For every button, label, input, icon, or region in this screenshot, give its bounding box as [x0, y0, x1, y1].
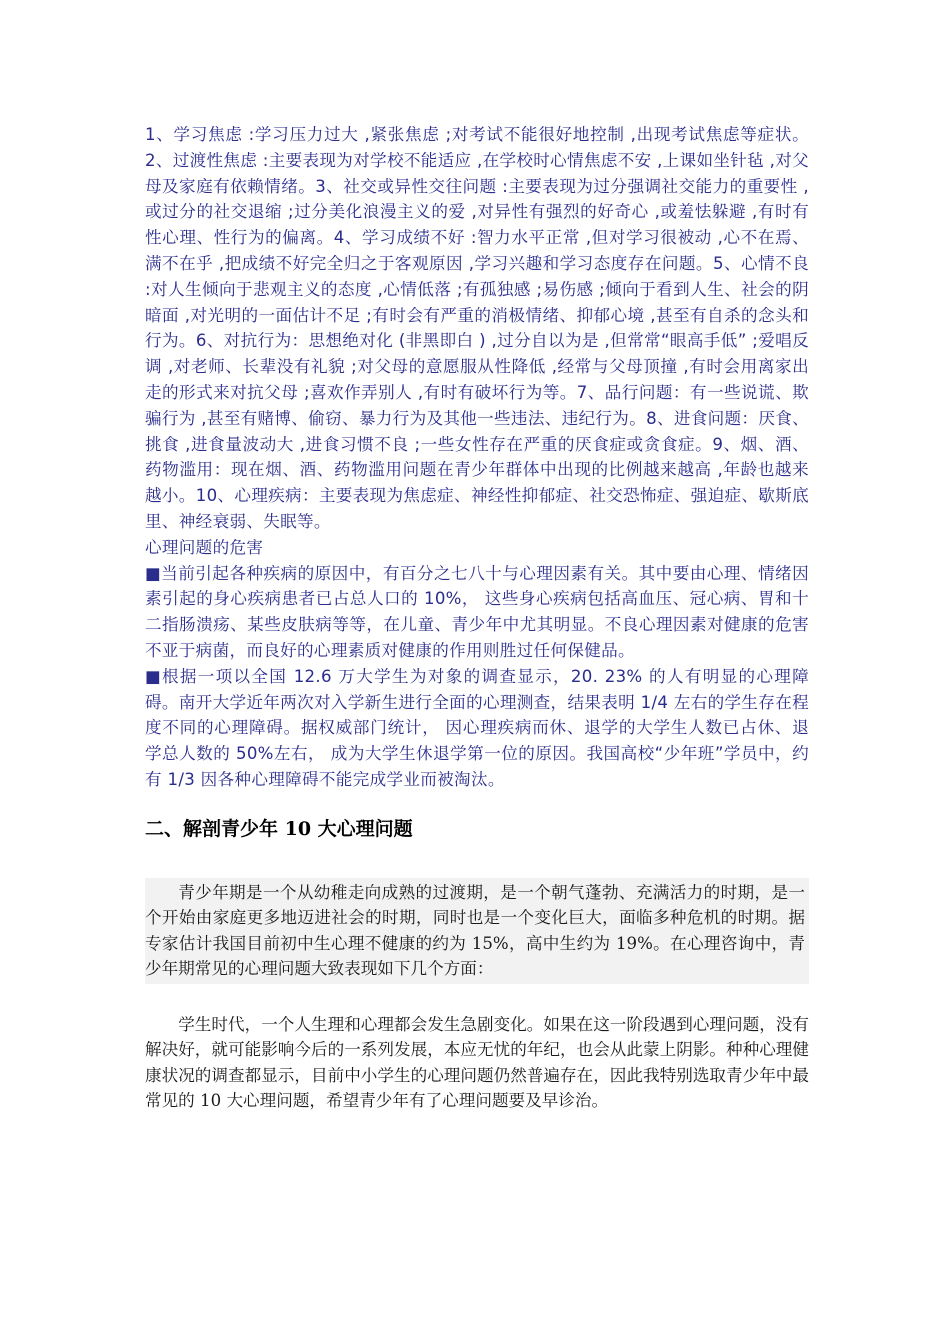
final-paragraph: 学生时代，一个人生理和心理都会发生急剧变化。如果在这一阶段遇到心理问题，没有解决好，就可能影响今后的一系列发展，本应无忧的年纪，也会从此蒙上阴影。种种心理健康状况的调查都显示，目前中小学生的心理问题仍然普遍存在，因此我特别选取青少年中最常见的 10 大心理问题，希望青少年有了心理问题要及早诊治。 — [145, 1014, 809, 1111]
bullet-item-1-text: 当前引起各种疾病的原因中，有百分之七八十与心理因素有关。其中要由心理、情绪因素引起的身心疾病患者已占总人口的 10%， 这些身心疾病包括高血压、冠心病、胃和十二指肠溃疡、某些皮肤病等等，在儿童、青少年中尤其明显。不良心理因素对健康的危害不亚于病菌，而良好的心理素质对健康的作用则胜过任何保健品。 — [145, 563, 809, 660]
shaded-paragraph-box — [145, 878, 809, 984]
bullet-item-2 — [145, 664, 809, 793]
bullet-item-1 — [145, 561, 809, 664]
shaded-paragraph: 青少年期是一个从幼稚走向成熟的过渡期，是一个朝气蓬勃、充满活力的时期，是一个开始由家庭更多地迈进社会的时期，同时也是一个变化巨大，面临多种危机的时期。据专家估计我国目前初中生心理不健康的约为 15%，高中生约为 19%。在心理咨询中，青少年期常见的心理问题大致表现如下几个方面： — [145, 882, 805, 979]
intro-paragraph: 1、学习焦虑 :学习压力过大 ,紧张焦虑 ;对考试不能很好地控制 ,出现考试焦虑等症状。2、过渡性焦虑 :主要表现为对学校不能适应 ,在学校时心情焦虑不安 ,上课如坐针毡 ,对父母及家庭有依赖情绪。3、社交或异性交往问题 :主要表现为过分强调社交能力的重要性 ,或过分的社交退缩 ;过分美化浪漫主义的爱 ,对异性有强烈的好奇心 ,或羞怯躲避 ,有时有性心理、性行为的偏离。4、学习成绩不好 :智力水平正常 ,但对学习很被动 ,心不在焉、满不在乎 ,把成绩不好完全归之于客观原因 ,学习兴趣和学习态度存在问题。5、心情不良 :对人生倾向于悲观主义的态度 ,心情低落 ;有孤独感 ;易伤感 ;倾向于看到人生、社会的阴暗面 ,对光明的一面估计不足 ;有时会有严重的消极情绪、抑郁心境 ,甚至有自杀的念头和行为。6、对抗行为：思想绝对化 (非黑即白 ) ,过分自以为是 ,但常常“眼高手低” ;爱唱反调 ,对老师、长辈没有礼貌 ;对父母的意愿服从性降低 ,经常与父母顶撞 ,有时会用离家出走的形式来对抗父母 ;喜欢作弄别人 ,有时有破坏行为等。7、品行问题：有一些说谎、欺骗行为 ,甚至有赌博、偷窃、暴力行为及其他一些违法、违纪行为。8、进食问题：厌食、挑食 ,进食量波动大 ,进食习惯不良 ;一些女性存在严重的厌食症或贪食症。9、烟、酒、药物滥用：现在烟、酒、药物滥用问题在青少年群体中出现的比例越来越高 ,年龄也越来越小。10、心理疾病：主要表现为焦虑症、神经性抑郁症、社交恐怖症、强迫症、歇斯底里、神经衰弱、失眠等。 — [145, 125, 809, 531]
square-bullet-icon: ■ — [145, 666, 162, 686]
bullet-item-2-text: 根据一项以全国 12.6 万大学生为对象的调查显示，20. 23% 的人有明显的心理障碍。南开大学近年两次对入学新生进行全面的心理测查，结果表明 1/4 左右的学生存在程度不同的心理障碍。据权威部门统计， 因心理疾病而休、退学的大学生人数已占休、退学总人数的 50%左右， 成为大学生休退学第一位的原因。我国高校“少年班”学员中，约有 1/3 因各种心理障碍不能完成学业而被淘汰。 — [145, 666, 809, 789]
harm-section-title: 心理问题的危害 — [145, 537, 264, 557]
document-page — [145, 122, 809, 1114]
square-bullet-icon: ■ — [145, 563, 162, 583]
section-heading: 二、解剖青少年 10 大心理问题 — [145, 817, 413, 840]
final-paragraph-block — [145, 1012, 809, 1114]
